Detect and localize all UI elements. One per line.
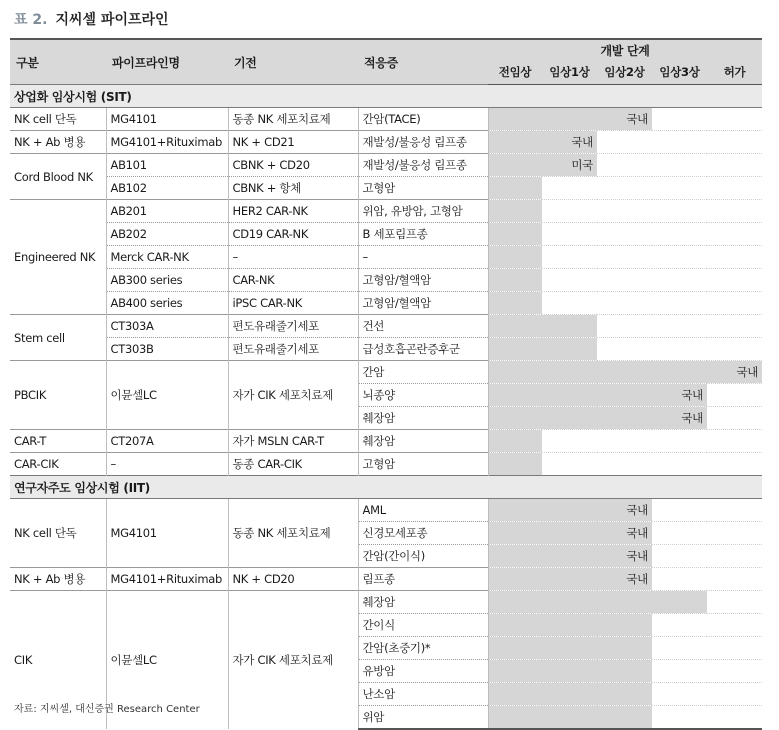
pipeline-cell: Merck CAR-NK bbox=[106, 246, 228, 269]
stage-label: 국내 bbox=[707, 361, 762, 384]
indication-cell: AML bbox=[358, 499, 488, 522]
mechanism-cell: 동종 CAR-CIK bbox=[228, 453, 358, 476]
mechanism-cell: 자가 CIK 세포치료제 bbox=[228, 591, 358, 730]
stage-label: 국내 bbox=[597, 499, 652, 522]
pipeline-cell: MG4101+Rituximab bbox=[106, 568, 228, 591]
table-row bbox=[10, 315, 762, 338]
pipeline-cell: AB300 series bbox=[106, 269, 228, 292]
mechanism-cell: 편도유래줄기세포 bbox=[228, 315, 358, 338]
pipeline-cell: AB101 bbox=[106, 154, 228, 177]
indication-cell: 간암(초중기)* bbox=[358, 637, 488, 660]
table-title-text: 지씨셀 파이프라인 bbox=[55, 12, 169, 28]
header-category: 구분 bbox=[10, 39, 106, 85]
header-dev-stage: 개발 단계 bbox=[488, 39, 762, 60]
indication-cell: 고형암 bbox=[358, 177, 488, 200]
pipeline-cell: AB102 bbox=[106, 177, 228, 200]
indication-cell: 뇌종양 bbox=[358, 384, 488, 407]
pipeline-cell: AB400 series bbox=[106, 292, 228, 315]
category-cell: CAR-T bbox=[10, 430, 106, 453]
header-stage-phase1: 임상1상 bbox=[542, 60, 597, 85]
table-row bbox=[10, 591, 762, 614]
mechanism-cell: CAR-NK bbox=[228, 269, 358, 292]
indication-cell: 고형암/혈액암 bbox=[358, 292, 488, 315]
indication-cell: 췌장암 bbox=[358, 591, 488, 614]
pipeline-cell: 이뮨셀LC bbox=[106, 361, 228, 430]
table-row bbox=[10, 223, 762, 246]
pipeline-cell: AB201 bbox=[106, 200, 228, 223]
stage-label: 국내 bbox=[542, 131, 597, 154]
mechanism-cell: NK + CD20 bbox=[228, 568, 358, 591]
indication-cell: B 세포림프종 bbox=[358, 223, 488, 246]
table-title bbox=[14, 8, 169, 32]
mechanism-cell: CBNK + CD20 bbox=[228, 154, 358, 177]
source-note: 자료: 지씨셀, 대신증권 Research Center bbox=[14, 704, 200, 715]
header-stage-approval: 허가 bbox=[707, 60, 762, 85]
header-pipeline: 파이프라인명 bbox=[106, 39, 228, 85]
table-row bbox=[10, 269, 762, 292]
table-row bbox=[10, 177, 762, 200]
indication-cell: 고형암 bbox=[358, 453, 488, 476]
indication-cell: 림프종 bbox=[358, 568, 488, 591]
indication-cell: 간암(간이식) bbox=[358, 545, 488, 568]
mechanism-cell: 동종 NK 세포치료제 bbox=[228, 499, 358, 568]
indication-cell: 췌장암 bbox=[358, 430, 488, 453]
stage-label: 국내 bbox=[597, 545, 652, 568]
indication-cell: 간암(TACE) bbox=[358, 108, 488, 131]
indication-cell: 유방암 bbox=[358, 660, 488, 683]
pipeline-cell: CT303A bbox=[106, 315, 228, 338]
pipeline-cell: – bbox=[106, 453, 228, 476]
table-row bbox=[10, 338, 762, 361]
category-cell: Engineered NK bbox=[10, 200, 106, 315]
indication-cell: 재발성/불응성 림프종 bbox=[358, 154, 488, 177]
stage-label: 국내 bbox=[652, 407, 707, 430]
table-row bbox=[10, 108, 762, 131]
category-cell: NK + Ab 병용 bbox=[10, 131, 106, 154]
indication-cell: 췌장암 bbox=[358, 407, 488, 430]
mechanism-cell: – bbox=[228, 246, 358, 269]
mechanism-cell: CD19 CAR-NK bbox=[228, 223, 358, 246]
indication-cell: – bbox=[358, 246, 488, 269]
mechanism-cell: NK + CD21 bbox=[228, 131, 358, 154]
pipeline-cell: MG4101 bbox=[106, 108, 228, 131]
stage-label: 국내 bbox=[597, 108, 652, 131]
table-row bbox=[10, 131, 762, 154]
pipeline-cell: 이뮨셀LC bbox=[106, 591, 228, 730]
category-cell: CIK bbox=[10, 591, 106, 730]
category-cell: Stem cell bbox=[10, 315, 106, 361]
mechanism-cell: iPSC CAR-NK bbox=[228, 292, 358, 315]
category-cell: NK cell 단독 bbox=[10, 499, 106, 568]
indication-cell: 간암 bbox=[358, 361, 488, 384]
category-cell: NK + Ab 병용 bbox=[10, 568, 106, 591]
pipeline-table bbox=[10, 38, 762, 730]
table-row bbox=[10, 453, 762, 476]
table-row bbox=[10, 292, 762, 315]
table-row bbox=[10, 246, 762, 269]
section-sit: 상업화 임상시험 (SIT) bbox=[10, 85, 762, 108]
table-row bbox=[10, 154, 762, 177]
pipeline-cell: MG4101+Rituximab bbox=[106, 131, 228, 154]
header-indication: 적응증 bbox=[358, 39, 488, 85]
header-mechanism: 기전 bbox=[228, 39, 358, 85]
mechanism-cell: HER2 CAR-NK bbox=[228, 200, 358, 223]
category-cell: NK cell 단독 bbox=[10, 108, 106, 131]
pipeline-cell: CT303B bbox=[106, 338, 228, 361]
category-cell: PBCIK bbox=[10, 361, 106, 430]
table-row bbox=[10, 430, 762, 453]
category-cell: CAR-CIK bbox=[10, 453, 106, 476]
stage-label: 국내 bbox=[597, 568, 652, 591]
table-row bbox=[10, 200, 762, 223]
mechanism-cell: 자가 MSLN CAR-T bbox=[228, 430, 358, 453]
indication-cell: 난소암 bbox=[358, 683, 488, 706]
header-stage-preclinical: 전임상 bbox=[488, 60, 542, 85]
category-cell: Cord Blood NK bbox=[10, 154, 106, 200]
pipeline-cell: AB202 bbox=[106, 223, 228, 246]
indication-cell: 간이식 bbox=[358, 614, 488, 637]
table-number: 표 2. bbox=[14, 12, 48, 28]
mechanism-cell: 편도유래줄기세포 bbox=[228, 338, 358, 361]
indication-cell: 위암 bbox=[358, 706, 488, 730]
pipeline-cell: MG4101 bbox=[106, 499, 228, 568]
table-row bbox=[10, 361, 762, 384]
mechanism-cell: 자가 CIK 세포치료제 bbox=[228, 361, 358, 430]
indication-cell: 재발성/불응성 림프종 bbox=[358, 131, 488, 154]
header-stage-phase2: 임상2상 bbox=[597, 60, 652, 85]
indication-cell: 위암, 유방암, 고형암 bbox=[358, 200, 488, 223]
indication-cell: 급성호흡곤란증후군 bbox=[358, 338, 488, 361]
mechanism-cell: CBNK + 항체 bbox=[228, 177, 358, 200]
stage-label: 미국 bbox=[542, 154, 597, 177]
mechanism-cell: 동종 NK 세포치료제 bbox=[228, 108, 358, 131]
pipeline-cell: CT207A bbox=[106, 430, 228, 453]
indication-cell: 신경모세포종 bbox=[358, 522, 488, 545]
stage-label: 국내 bbox=[597, 522, 652, 545]
indication-cell: 고형암/혈액암 bbox=[358, 269, 488, 292]
indication-cell: 건선 bbox=[358, 315, 488, 338]
header-stage-phase3: 임상3상 bbox=[652, 60, 707, 85]
table-row bbox=[10, 568, 762, 591]
table-row bbox=[10, 499, 762, 522]
section-iit: 연구자주도 임상시험 (IIT) bbox=[10, 476, 762, 499]
stage-label: 국내 bbox=[652, 384, 707, 407]
